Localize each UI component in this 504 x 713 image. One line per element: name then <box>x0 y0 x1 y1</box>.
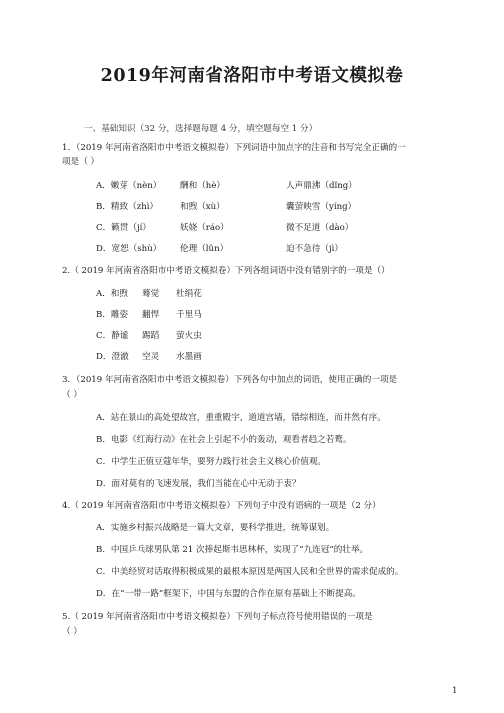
question-4-stem: 4.（ 2019 年河南省洛阳市中考语文模拟卷）下列句子中没有语病的一项是（2 分） <box>62 501 381 511</box>
question-3-stem: 3．（2019 年河南省洛阳市中考语文模拟卷）下列各句中加点的词语，使用正确的一项是 <box>62 375 398 385</box>
question-4-option-a: A．实施乡村振兴战略是一篇大文章，要科学推进，统筹谋划。 <box>96 523 335 533</box>
question-1-option-b: B．精致（zhì） 和煦（xù） 囊萤映雪（yíng） <box>96 202 357 212</box>
document-title: 2019年河南省洛阳市中考语文模拟卷 <box>100 66 404 86</box>
question-4-option-c: C．中美经贸对话取得积极成果的最根本原因是两国人民和全世界的需求促成的。 <box>96 567 404 577</box>
question-4-option-d: D．在“一带一路”框架下，中国与东盟的合作在原有基础上不断提高。 <box>96 589 361 599</box>
question-3-option-d: D．面对莫有的飞速发展，我们当能在心中无动于衷？ <box>96 479 301 489</box>
question-1-stem: 1．（2019 年河南省洛阳市中考语文模拟卷）下列词语中加点字的注音和书写完全正确的一 <box>62 143 406 153</box>
question-2-option-c: C．静谧 踢蹈 萤火虫 <box>96 331 202 341</box>
question-3-option-b: B．电影《红海行动》在社会上引起不小的轰动，观看者趋之若鹜。 <box>96 435 352 445</box>
question-1-stem-cont: 项是（ ） <box>62 157 100 167</box>
question-1-option-a: A．嫩芽（nèn） 酬和（hè） 人声鼎沸（dǐng） <box>96 181 357 191</box>
question-2-stem: 2.（ 2019 年河南省洛阳市中考语文模拟卷）下列各组词语中没有错别字的一项是（） <box>62 266 390 276</box>
question-3-option-a: A．站在景山的高处望故宫，重重殿宇，道道宫墙，错综相连，而井然有序。 <box>96 413 386 423</box>
question-5-stem-cont: （ ） <box>62 627 82 637</box>
question-1-option-d: D．宽恕（shù） 伦理（lǔn） 迫不急待（jì） <box>96 244 343 254</box>
question-5-stem: 5.（ 2019 年河南省洛阳市中考语文模拟卷）下列句子标点符号使用错误的一项是 <box>62 612 373 622</box>
question-2-option-d: D．澄澈 空灵 水墨画 <box>96 352 202 362</box>
question-2-option-a: A．和煦 蓦觉 杜绢花 <box>96 289 202 299</box>
question-3-option-c: C．中学生正值豆蔻年华，要努力践行社会主义核心价值观。 <box>96 457 327 467</box>
question-2-option-b: B．雕姿 翻悍 千里马 <box>96 310 202 320</box>
question-3-stem-cont: （ ） <box>62 390 82 400</box>
question-4-option-b: B．中国乒乓球男队第 21 次捧起斯韦思林杯，实现了“九连冠”的壮举。 <box>96 545 369 555</box>
question-1-option-c: C．籁贯（jí） 妖娆（ráo） 微不足道（dào） <box>96 223 354 233</box>
page-number: 1 <box>452 686 458 696</box>
section-heading: 一、基础知识（32 分，选择题每题 4 分，填空题每空 1 分） <box>84 124 318 134</box>
